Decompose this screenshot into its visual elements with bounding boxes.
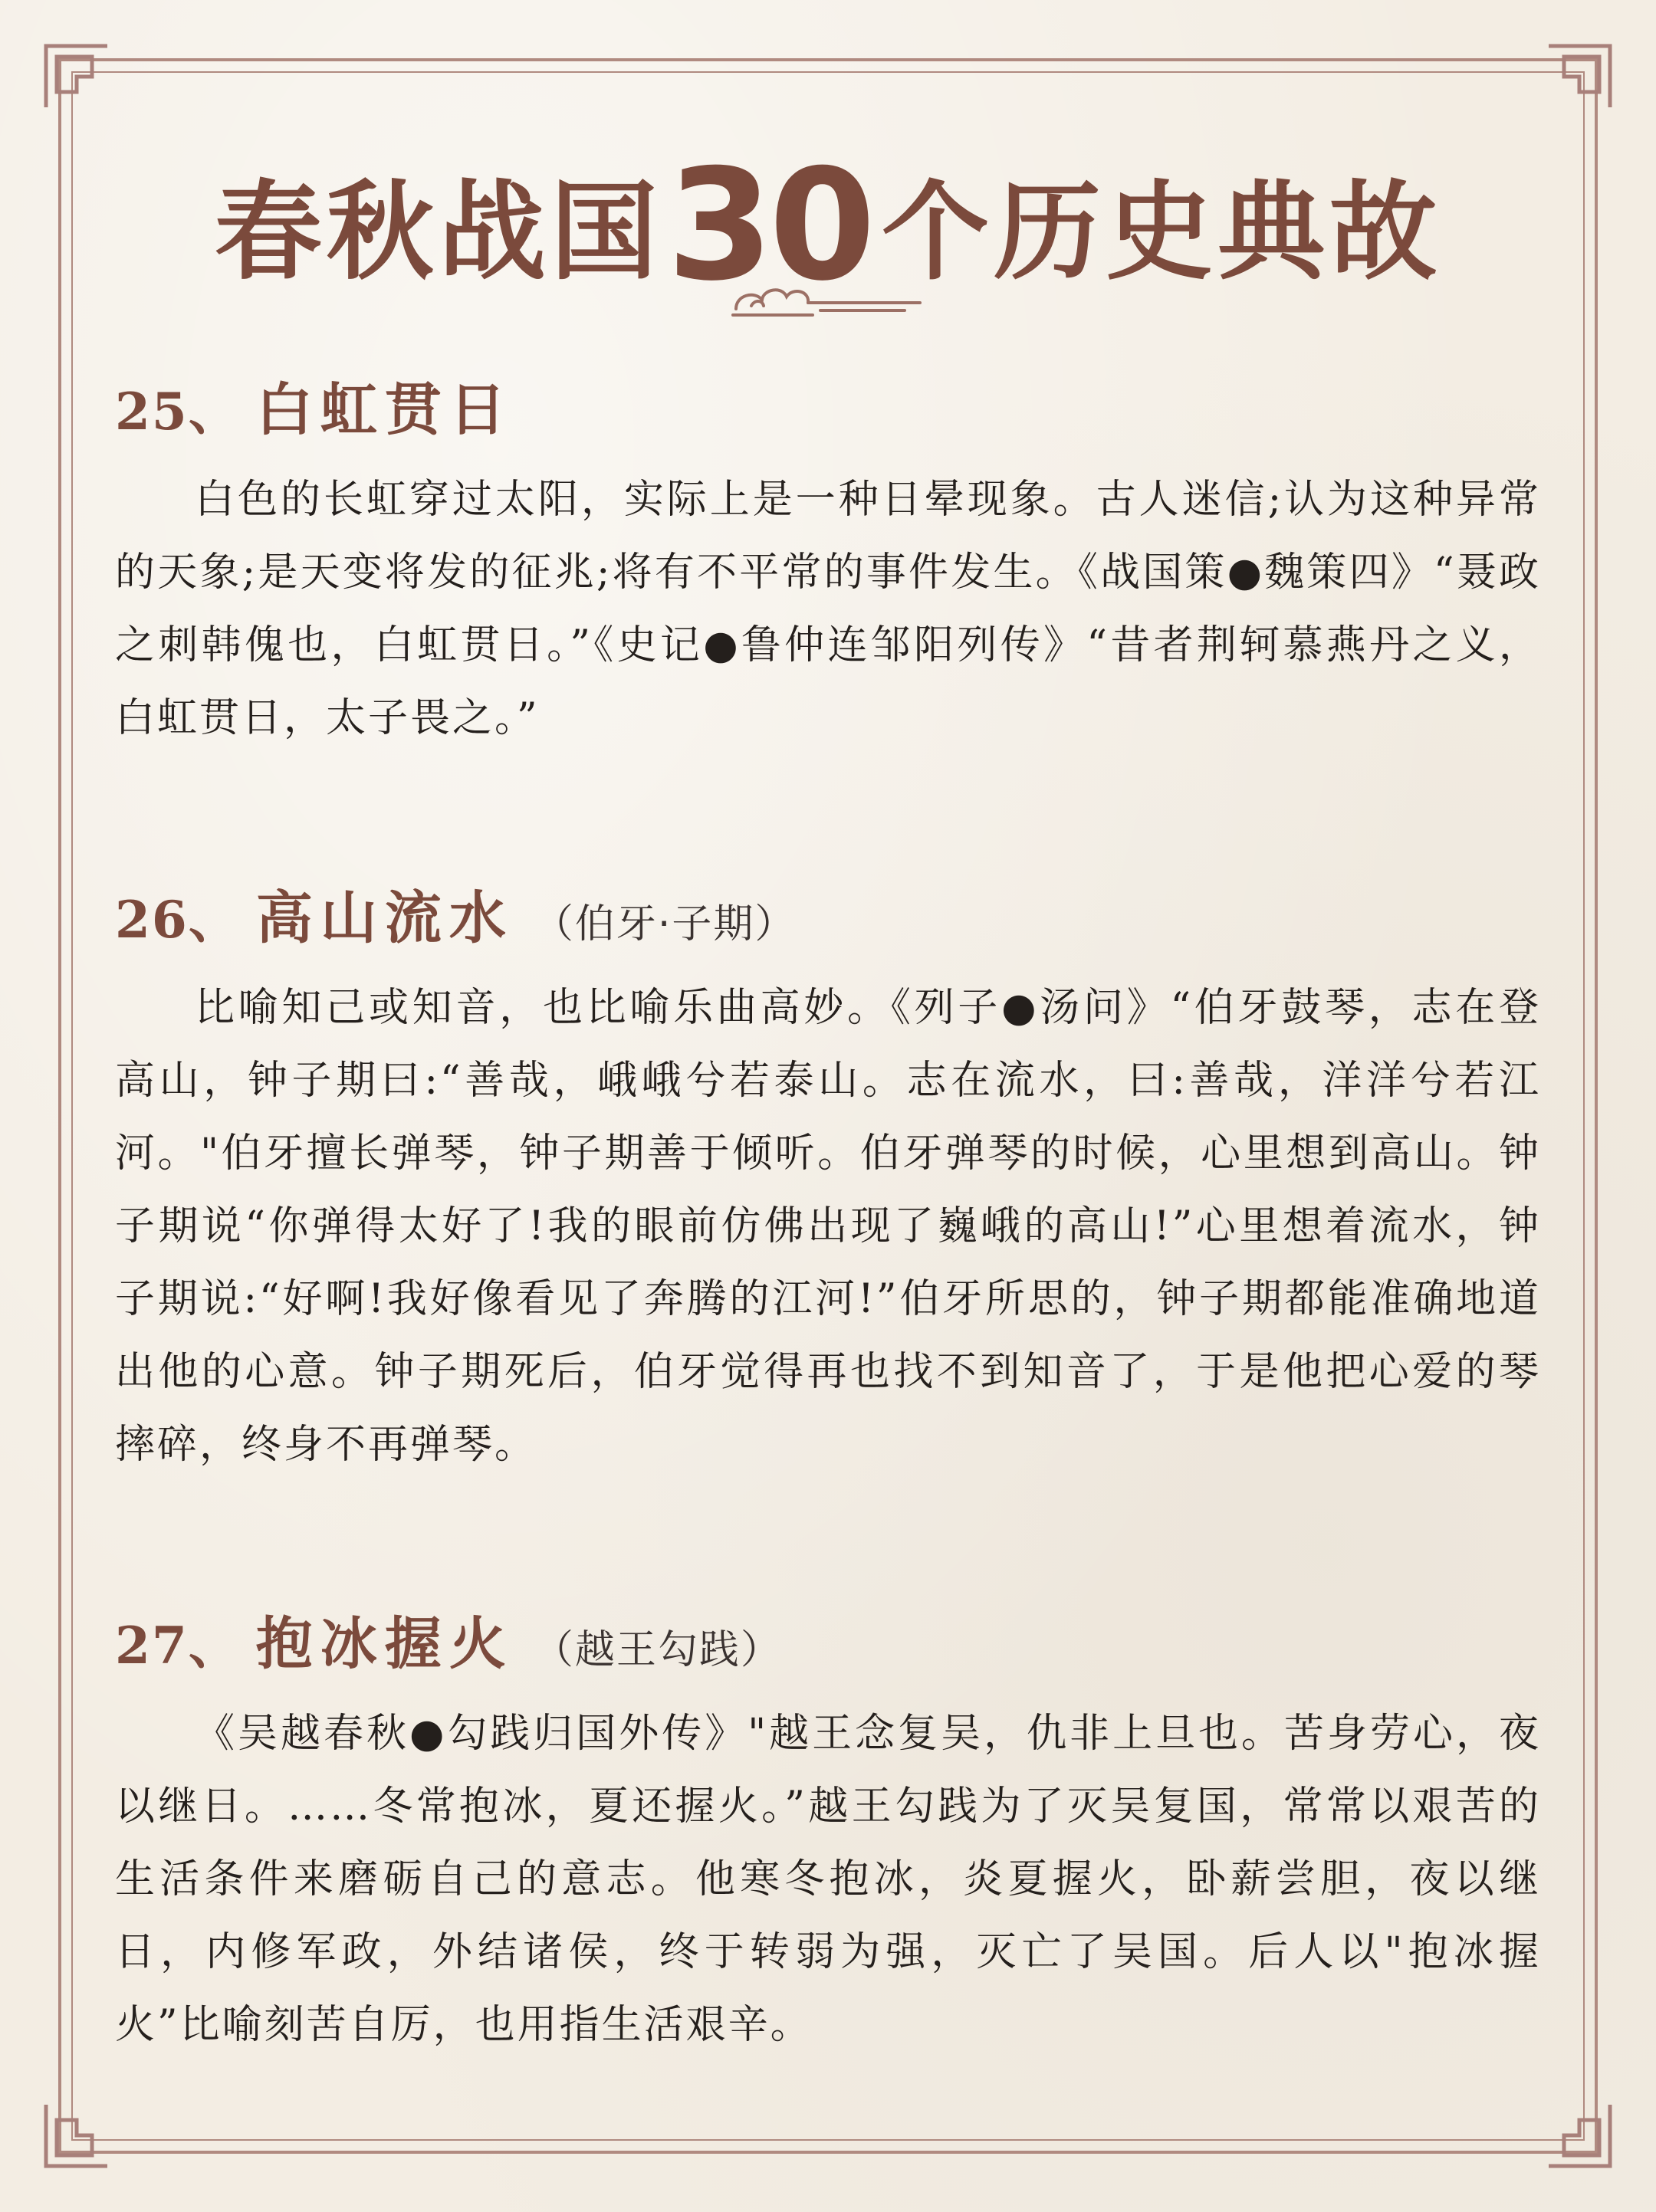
corner-ornament-top-right xyxy=(1549,46,1610,107)
corner-ornament-bottom-right xyxy=(1549,2105,1610,2166)
title-suffix: 个历史典故 xyxy=(882,169,1442,295)
section-body: 《吴越春秋●勾践归国外传》"越王念复吴，仇非上旦也。苦身劳心，夜以继日。……冬常抱冰，夏还握火。”越王勾践为了灭吴复国，常常以艰苦的生活条件来磨砺自己的意志。他寒冬抱冰，炎夏握火，卧薪尝胆，夜以继日，内修军政，外结诸侯，终于转弱为强，灭亡了吴国。后人以"抱冰握火”比喻刻苦自厉，也用指生活艰辛。 xyxy=(115,1711,1541,2048)
section-subtitle: （越王勾践） xyxy=(533,1627,782,1673)
section-heading xyxy=(115,372,1541,448)
section-title: 高山流水 xyxy=(255,885,514,951)
story-section-25 xyxy=(115,372,1541,755)
section-number: 27、 xyxy=(115,1616,241,1675)
section-number: 25、 xyxy=(115,382,241,441)
section-number: 26、 xyxy=(115,890,241,950)
cloud-ornament-icon xyxy=(728,272,928,318)
section-heading xyxy=(115,1606,1541,1682)
story-section-27 xyxy=(115,1606,1541,2062)
title-prefix: 春秋战国 xyxy=(214,169,662,295)
section-title: 抱冰握火 xyxy=(255,1611,514,1677)
section-subtitle: （伯牙·子期） xyxy=(533,901,797,947)
section-body: 比喻知己或知音，也比喻乐曲高妙。《列子●汤问》“伯牙鼓琴，志在登高山，钟子期曰:“善哉，峨峨兮若泰山。志在流水，曰:善哉，洋洋兮若江河。"伯牙擅长弹琴，钟子期善于倾听。伯牙弹琴的时候，心里想到高山。钟子期说“你弹得太好了!我的眼前仿佛出现了巍峨的高山!”心里想着流水，钟子期说:“好啊!我好像看见了奔腾的江河!”伯牙所思的，钟子期都能准确地道出他的心意。钟子期死后，伯牙觉得再也找不到知音了，于是他把心爱的琴摔碎，终身不再弹琴。 xyxy=(115,985,1541,1468)
story-section-26 xyxy=(115,880,1541,1482)
section-body: 白色的长虹穿过太阳，实际上是一种日晕现象。古人迷信;认为这种异常的天象;是天变将发的征兆;将有不平常的事件发生。《战国策●魏策四》“聂政之刺韩傀也，白虹贯日。”《史记●鲁仲连邹阳列传》“昔者荆轲慕燕丹之义，白虹贯日，太子畏之。” xyxy=(115,477,1541,741)
corner-ornament-bottom-left xyxy=(46,2105,107,2166)
section-heading xyxy=(115,880,1541,957)
title-number: 30 xyxy=(666,136,872,315)
corner-ornament-top-left xyxy=(46,46,107,107)
section-title: 白虹贯日 xyxy=(255,377,514,443)
